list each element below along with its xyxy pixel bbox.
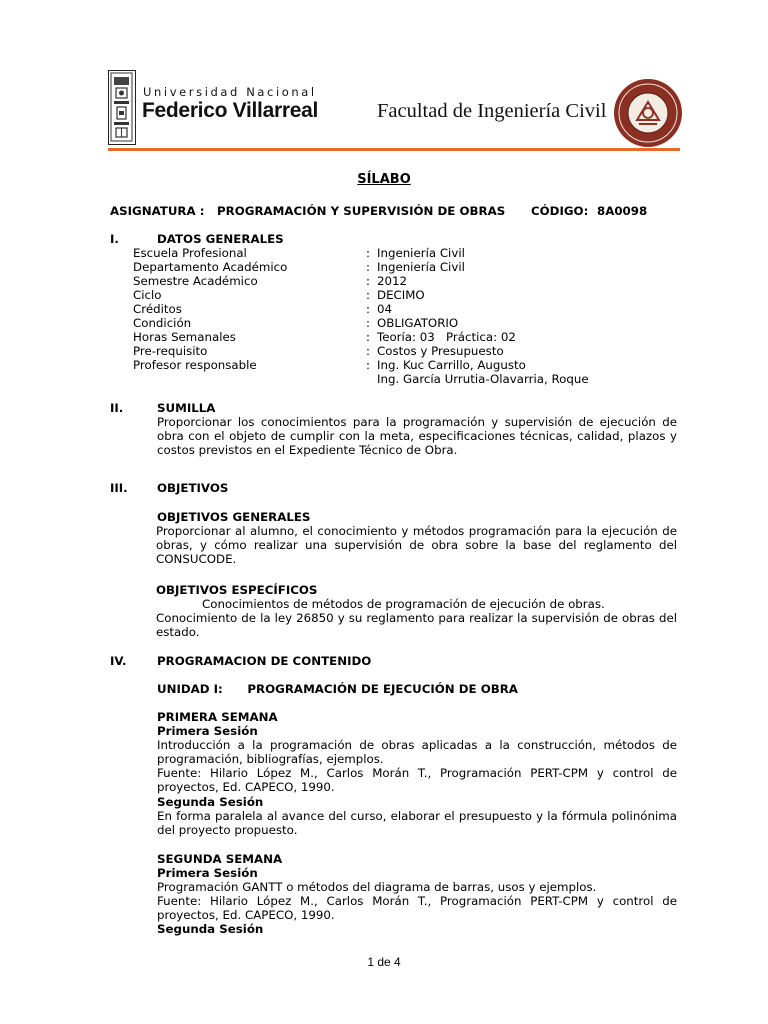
objetivos-especificos-title: OBJETIVOS ESPECÍFICOS [156, 583, 318, 597]
document-title: SÍLABO [357, 172, 411, 187]
datos-value: 04 [377, 302, 393, 316]
session-text: Introducción a la programación de obras aplicadas a la construcción, métodos de programación, bibliografías, ejemplos. [157, 738, 677, 766]
session-source: Fuente: Hilario López M., Carlos Morán T., Programación PERT-CPM y control de proyectos, Ed. CAPECO, 1990. [157, 894, 677, 922]
section-number: III. [110, 481, 128, 495]
session-text: En forma paralela al avance del curso, elaborar el presupuesto y la fórmula polinónima del proyecto propuesto. [157, 809, 677, 837]
faculty-seal-icon [613, 78, 683, 148]
datos-value: 2012 [377, 274, 408, 288]
section-title-datos: DATOS GENERALES [157, 232, 284, 246]
session-source: Fuente: Hilario López M., Carlos Morán T., Programación PERT-CPM y control de proyectos, Ed. CAPECO, 1990. [157, 766, 677, 794]
university-crest-icon [108, 70, 136, 145]
session-title: Primera Sesión [157, 724, 258, 738]
section-number: II. [110, 401, 124, 415]
datos-value-extra: Ing. García Urrutia-Olavarria, Roque [377, 372, 589, 386]
section-title-objetivos: OBJETIVOS [157, 481, 229, 495]
datos-value: Ingeniería Civil [377, 260, 465, 274]
objetivos-especificos-text: Conocimiento de la ley 26850 y su reglamento para realizar la supervisión de obras del estado. [156, 611, 677, 639]
session-title: Segunda Sesión [157, 795, 264, 809]
university-name-line1: Universidad Nacional [143, 85, 317, 99]
section-number: IV. [110, 654, 127, 668]
section-title-sumilla: SUMILLA [157, 401, 216, 415]
datos-colon: : [366, 274, 370, 288]
codigo-value: 8A0098 [597, 204, 648, 218]
datos-colon: : [366, 246, 370, 260]
datos-value: Teoría: 03 Práctica: 02 [377, 330, 516, 344]
asignatura-name: PROGRAMACIÓN Y SUPERVISIÓN DE OBRAS [217, 204, 506, 218]
session-text: Programación GANTT o métodos del diagrama de barras, usos y ejemplos. [157, 880, 597, 894]
asignatura-label: ASIGNATURA : [110, 204, 205, 218]
datos-label: Horas Semanales [133, 330, 236, 344]
objetivos-generales-text: Proporcionar al alumno, el conocimiento y métodos programación para la ejecución de obras, y cómo realizar una supervisión de obra sobre la base del reglamento del CONSUCODE. [156, 524, 677, 566]
datos-colon: : [366, 288, 370, 302]
page-number: 1 de 4 [367, 955, 401, 969]
codigo-label: CÓDIGO: [531, 204, 589, 218]
session-title: Segunda Sesión [157, 922, 264, 936]
datos-label: Pre-requisito [133, 344, 208, 358]
datos-label: Semestre Académico [133, 274, 258, 288]
datos-colon: : [366, 302, 370, 316]
datos-label: Condición [133, 316, 192, 330]
section-title-programacion: PROGRAMACION DE CONTENIDO [157, 654, 372, 668]
objetivos-generales-title: OBJETIVOS GENERALES [157, 510, 311, 524]
datos-value: DECIMO [377, 288, 425, 302]
datos-colon: : [366, 260, 370, 274]
datos-value: Ing. Kuc Carrillo, Augusto [377, 358, 526, 372]
header-divider [108, 148, 680, 151]
week-title: PRIMERA SEMANA [157, 710, 278, 724]
datos-colon: : [366, 358, 370, 372]
datos-label: Profesor responsable [133, 358, 257, 372]
datos-colon: : [366, 330, 370, 344]
datos-colon: : [366, 344, 370, 358]
datos-value: Ingeniería Civil [377, 246, 465, 260]
datos-colon: : [366, 316, 370, 330]
datos-label: Créditos [133, 302, 182, 316]
objetivos-especificos-line1: Conocimientos de métodos de programación de ejecución de obras. [202, 597, 605, 611]
datos-label: Departamento Académico [133, 260, 288, 274]
section-number: I. [110, 232, 119, 246]
datos-label: Ciclo [133, 288, 162, 302]
sumilla-text: Proporcionar los conocimientos para la programación y supervisión de ejecución de obra con el objeto de cumplir con la meta, especificaciones técnicas, calidad, plazos y costos previstos en el Expediente Técnico de Obra. [157, 415, 677, 457]
week-title: SEGUNDA SEMANA [157, 852, 283, 866]
datos-value: Costos y Presupuesto [377, 344, 504, 358]
unidad-title: UNIDAD I: PROGRAMACIÓN DE EJECUCIÓN DE OBRA [157, 682, 518, 696]
datos-label: Escuela Profesional [133, 246, 247, 260]
faculty-name: Facultad de Ingeniería Civil [377, 100, 607, 122]
session-title: Primera Sesión [157, 866, 258, 880]
datos-value: OBLIGATORIO [377, 316, 459, 330]
university-name-line2: Federico Villarreal [142, 99, 319, 122]
